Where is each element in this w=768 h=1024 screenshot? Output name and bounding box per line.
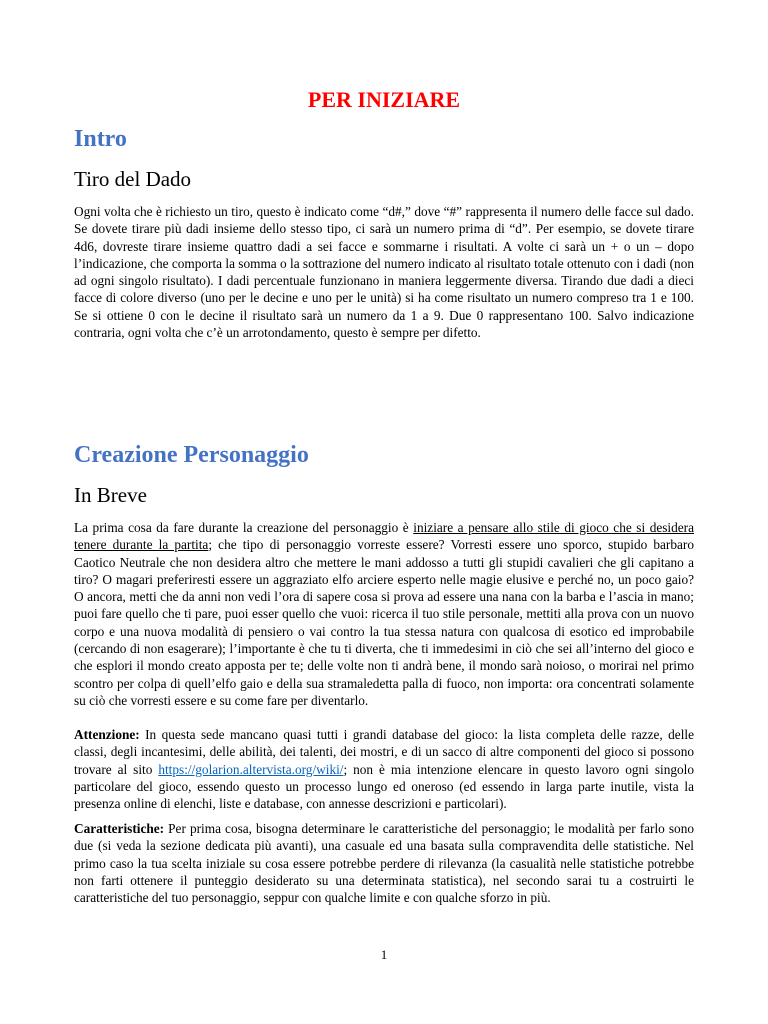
paragraph-intro: Ogni volta che è richiesto un tiro, questo è indicato come “d#,” dove “#” rappresenta il numero delle facce sul dado. Se dovete tirare più dadi insieme dello stesso tipo, ci sarà un numero prima di “d”. Per esempio, se dovete tirare 4d6, dovreste tirare insieme quattro dadi a sei facce e sommarne i risultati. A volte ci sarà un + o un – dopo l’indicazione, che comporta la somma o la sottrazione del numero indicato al risultato totale ottenuto con i dadi (non ad ogni singolo risultato). I dadi percentuale funzionano in maniera leggermente diversa. Tirando due dadi a dieci facce di colore diverso (uno per le decine e uno per le unità) si ha come risultato un numero compreso tra 1 e 100. Se si ottiene 0 con le decine il risultato sarà un numero da 1 a 9. Due 0 rappresentano 100. Salvo indicazione contraria, ogni volta che c’è un arrotondamento, questo è sempre per difetto.: [74, 204, 694, 341]
attenzione-label: Attenzione:: [74, 727, 140, 742]
heading-creazione-personaggio: Creazione Personaggio: [74, 442, 309, 468]
p1-text-end: ; che tipo di personaggio vorreste essere? Vorresti essere uno sporco, stupido barbaro Caotico Neutrale che non desidera altro che mettere le mani addosso a tutti gli stupidi cavalieri che gli capitano a tiro? O magari preferiresti essere un aggraziato elfo arciere esperto nelle magie elusive e perché no, un poco gaio? O ancora, metti che da anni non vedi l’ora di sapere cosa si prova ad essere una nana con la barba e l’ascia in mano; puoi fare quello che ti pare, puoi esser quello che vuoi: ricerca il tuo stile personale, mettiti alla prova con un nuovo corpo e una nuova modalità di pensiero o vai contro la tua stessa natura con qualcosa di esotico ed improbabile (cercando di non esagerare); l’importante è che tu ti diverta, che ti immedesimi in ciò che sei all’interno del gioco e che esplori il mondo creato apposta per te; delle volte non ti andrà bene, il mondo sarà noioso, o morirai nel primo scontro per colpa di quell’elfo gaio e della sua stramaledetta palla di fuoco, non importa: ora concentrati solamente su ciò che vorresti essere e su come fare per diventarlo.: [74, 537, 694, 708]
subheading-tiro-del-dado: Tiro del Dado: [74, 167, 192, 191]
p1-text-start: La prima cosa da fare durante la creazione del personaggio è: [74, 520, 414, 535]
caratteristiche-label: Caratteristiche:: [74, 821, 165, 836]
p3-text: Per prima cosa, bisogna determinare le caratteristiche del personaggio; le modalità per farlo sono due (si veda la sezione dedicata più avanti), una casuale ed una basata sulla compravendita delle statistiche. Nel primo caso la tua scelta iniziale su cosa essere potrebbe perdere di rilevanza (la casualità nelle statistiche potrebbe non farti ottenere il punteggio desiderato su una determinata statistica), nel secondo sarai tu a costruirti le caratteristiche del tuo personaggio, seppur con qualche limite e con qualche sforzo in più.: [74, 821, 694, 906]
subheading-in-breve: In Breve: [74, 483, 147, 507]
p1-underlined-text: iniziare a pensare allo stile di gioco che si desidera tenere durante la partita: [74, 520, 694, 553]
heading-intro: Intro: [74, 126, 127, 152]
paragraph-caratteristiche: [74, 820, 694, 906]
page-number: 1: [380, 947, 388, 962]
p2-text-start: In questa sede mancano quasi tutti i grandi database del gioco: la lista completa delle razze, delle classi, degli incantesimi, delle abilità, dei talenti, dei mostri, e di un sacco di altre componenti del gioco si possono trovare al sito: [74, 727, 694, 777]
paragraph-attenzione: [74, 726, 694, 812]
wiki-link[interactable]: https://golarion.altervista.org/wiki/: [158, 761, 344, 777]
document-title: PER INIZIARE: [307, 87, 461, 112]
p2-text-end: ; non è mia intenzione elencare in questo lavoro ogni singolo particolare del gioco, essendo questo un processo lungo ed oneroso (ed essendo in larga parte inutile, vista la presenza online di elenchi, liste e database, con annesse descrizioni e particolari).: [74, 761, 694, 812]
paragraph-in-breve: [74, 519, 694, 709]
